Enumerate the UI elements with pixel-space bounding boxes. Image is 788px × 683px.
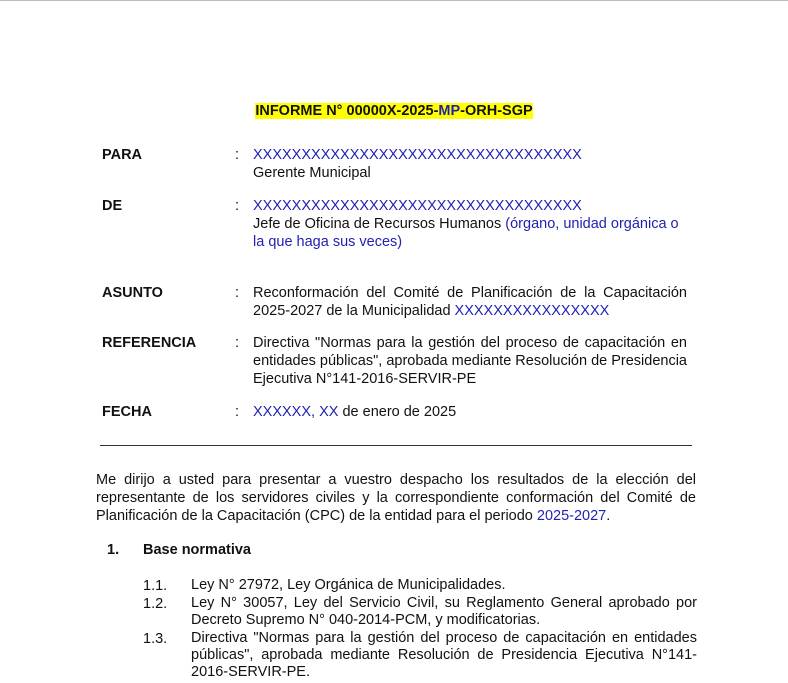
field-colon: : (235, 285, 240, 301)
field-colon: : (235, 404, 240, 420)
list-item-text: Ley N° 27972, Ley Orgánica de Municipalidades. (191, 577, 506, 593)
list-item-text: Directiva "Normas para la gestión del proceso de capacitación en entidades públicas", aprobada mediante Resolución de Presidencia Ejecutiva N°141-2016-SERVIR-PE. (191, 630, 697, 680)
list-item-text: Ley N° 30057, Ley del Servicio Civil, su Reglamento General aprobado por Decreto Supremo N° 040-2014-PCM, y modificatorias. (191, 595, 697, 628)
header-divider (100, 445, 692, 446)
field-label-de: DE (102, 198, 123, 214)
list-item-number: 1.1. (143, 578, 168, 594)
field-label-asunto: ASUNTO (102, 285, 163, 301)
field-value-para (253, 146, 687, 182)
recipient-position: Gerente Municipal (253, 165, 371, 181)
page-top-border (0, 0, 788, 1)
section-number: 1. (107, 542, 120, 558)
section-title: Base normativa (143, 542, 251, 558)
field-value-asunto: Reconformación del Comité de Planificación de la Capacitación 2025-2027 de la Municipalidad XXXXXXXXXXXXXXXX (253, 285, 687, 319)
document-title: INFORME N° 00000X-2025-MP-ORH-SGP (255, 103, 533, 119)
sender-name: XXXXXXXXXXXXXXXXXXXXXXXXXXXXXXXXXX (253, 198, 582, 214)
field-label-para: PARA (102, 147, 143, 163)
body-paragraph: Me dirijo a usted para presentar a vuestro despacho los resultados de la elección del representante de los servidores civiles y la correspondiente conformación del Comité de Planificación de la Capacitación (CPC) de la entidad para el periodo 2025-2027. (96, 472, 696, 524)
field-label-referencia: REFERENCIA (102, 335, 197, 351)
recipient-name: XXXXXXXXXXXXXXXXXXXXXXXXXXXXXXXXXX (253, 147, 582, 163)
field-value-de (253, 197, 687, 251)
sender-position: Jefe de Oficina de Recursos Humanos (órgano, unidad orgánica o la que haga sus veces) (253, 216, 679, 250)
list-item-number: 1.3. (143, 631, 168, 647)
list-item-number: 1.2. (143, 596, 168, 612)
field-colon: : (235, 198, 240, 214)
field-colon: : (235, 335, 240, 351)
field-value-fecha: XXXXXX, XX de enero de 2025 (253, 404, 457, 420)
field-label-fecha: FECHA (102, 404, 152, 420)
field-colon: : (235, 147, 240, 163)
field-value-referencia: Directiva "Normas para la gestión del proceso de capacitación en entidades públicas", aprobada mediante Resolución de Presidencia Ejecutiva N°141-2016-SERVIR-PE (253, 335, 687, 387)
